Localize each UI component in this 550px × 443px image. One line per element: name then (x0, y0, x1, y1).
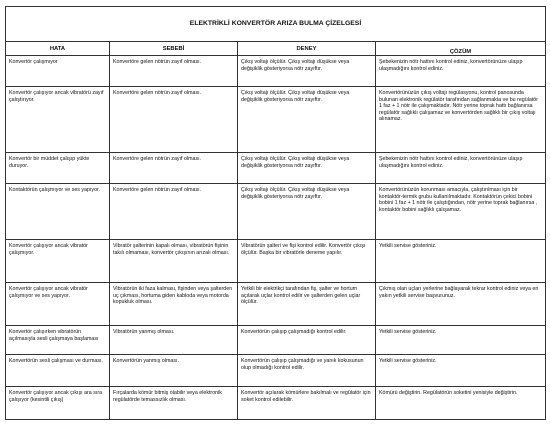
cell-sebebi: Vibratörün yanmış olması. (110, 326, 238, 355)
header-deney: DENEY (238, 42, 376, 56)
cell-sebebi: Vibratörün iki faza kalması, fişinden veya şalterden uç çıkması, hortuma giden kabloda veya motorda kopukluk olması. (110, 283, 238, 326)
cell-deney: Vibratörün şalteri ve fişi kontrol edilir. Konvertör çıkışı ölçülür. Başka bir vibratörle deneme yapılır. (238, 240, 376, 283)
cell-deney: Yetkili bir elektrikçi tarafından fiş, şalter ve hortum açılarak uçlar kontrol edilir ve şalterden gelen uçlar ölçülür. (238, 283, 376, 326)
header-hata: HATA (6, 42, 110, 56)
table-row (6, 355, 546, 387)
table-row (6, 240, 546, 283)
table-row (6, 387, 546, 420)
cell-sebebi: Konvertöre gelen nötrün zayıf olması. (110, 56, 238, 87)
cell-deney: Çıkış voltajı ölçülür. Çıkış voltajı düşükse veya değişiklik gösteriyorsa nötr zayıftır. (238, 153, 376, 184)
cell-hata: Konvertör çalışıyor ancak vibratör çalışmıyor. (6, 240, 110, 283)
cell-cozum: Şebekenizin nötr hattını kontrol ediniz, konvertörünüze ulaşıp ulaşmadığını kontrol ediniz. (376, 153, 546, 184)
table-row (6, 326, 546, 355)
cell-deney: Konvertörün çalışıp çalışmadığı ve yanık kokusunun olup olmadığı kontrol edilir. (238, 355, 376, 387)
cell-cozum: Yetkili servise gösteriniz. (376, 240, 546, 283)
header-sebebi: SEBEBİ (110, 42, 238, 56)
header-cozum-label: ÇÖZÜM (449, 49, 472, 55)
table-row (6, 283, 546, 326)
table-row (6, 87, 546, 153)
cell-hata: Konvertör çalışıyor ancak vibratörü zayıf çalıştırıyor. (6, 87, 110, 153)
cell-hata: Konvertör bir müddet çalışıp yükte duruyor. (6, 153, 110, 184)
table-row (6, 153, 546, 184)
cell-sebebi: Konvertöre gelen nötrün zayıf olması. (110, 153, 238, 184)
cell-cozum: Konvertörünüzün korunması amacıyla, çalıştırılması için bir kontaktör-termik grubu kullanılmaktadır. Kontaktörün çekici bobini bobini 1 faz + 1 nötr ile çalıştığından, nötr yerine toprak bağlanırsa , kontaktör bobini sağlıklı çalışamaz. (376, 184, 546, 240)
cell-deney: Çıkış voltajı ölçülür. Çıkış voltajı düşükse veya değişiklik gösteriyorsa nötr zayıftır. (238, 56, 376, 87)
table-row (6, 56, 546, 87)
cell-cozum: Yetkili servise gösteriniz. (376, 326, 546, 355)
cell-sebebi: Konvertöre gelen nötrün zayıf olması. (110, 87, 238, 153)
cell-cozum: Kömürü değiştirin. Regülatörün soketini yenisiyle değiştirin. (376, 387, 546, 420)
header-cozum (376, 42, 546, 56)
table-row (6, 184, 546, 240)
fault-table-sheet (5, 6, 545, 420)
cell-sebebi: Konvertöre gelen nötrün zayıf olması. (110, 184, 238, 240)
cell-cozum: Şebekenizin nötr hattını kontrol ediniz, konvertörünüze ulaşıp ulaşmadığını kontrol ediniz. (376, 56, 546, 87)
cell-hata: Konvertör çalışırken vibratörün açılmasıyla sesli çalışmaya başlaması (6, 326, 110, 355)
table-title: ELEKTRİKLİ KONVERTÖR ARIZA BULMA ÇİZELGESİ (6, 7, 546, 42)
cell-hata: Konvertör çalışıyor ancak çıkışı ara sıra çalışıyor (kesintili çıkış) (6, 387, 110, 420)
cell-cozum: Çıkmış olan uçları yerlerine bağlayarak tekrar kontrol ediniz veya en yakın yetkili servise başvurunuz. (376, 283, 546, 326)
cell-sebebi: Vibratör şalterinin kapalı olması, vibratörün fişinin takılı olmaması, konvertör çıkışının arızalı olması. (110, 240, 238, 283)
cell-hata: Konvertör çalışıyor ancak vibratör çalışmıyor ve ses yapıyor. (6, 283, 110, 326)
cell-deney: Konvertör açılarak kömürlere bakılmalı ve regülatör için soket kontrol edilebilir. (238, 387, 376, 420)
cell-sebebi: Fırçalarda kömür bitmiş olabilir veya elektronik regülatörde temassızlık olması. (110, 387, 238, 420)
cell-hata: Konvertörün sesli çalışması ve durması. (6, 355, 110, 387)
cell-deney: Konvertörün çalışıp çalışmadığı kontrol edilir. (238, 326, 376, 355)
fault-table (5, 6, 546, 420)
cell-cozum: Konvertörünüzün çıkış voltajı regülasyonu, kontrol panosunda bulunan elektronik regülatör tarafından sağlanmakta ve bu regülatör 1 faz + 1 nötr ile çalışmaktadır. Nötr yerine toprak hattı bağlanırsa regülatör sağlıklı çalışamaz ve konvertörden sağlıklı bir çıkış voltajı alınamaz. (376, 87, 546, 153)
cell-cozum: Yetkili servise gösteriniz. (376, 355, 546, 387)
cell-deney: Çıkış voltajı ölçülür. Çıkış voltajı düşükse veya değişiklik gösteriyorsa nötr zayıftır. (238, 184, 376, 240)
cell-sebebi: Konvertörün yanmış olması. (110, 355, 238, 387)
cell-deney: Çıkış voltajı ölçülür. Çıkış voltajı düşükse veya değişiklik gösteriyorsa nötr zayıftır. (238, 87, 376, 153)
cell-hata: Kontaktörün çalışmıyor ve ses yapıyor. (6, 184, 110, 240)
cell-hata: Konvertör çalışmıyor (6, 56, 110, 87)
